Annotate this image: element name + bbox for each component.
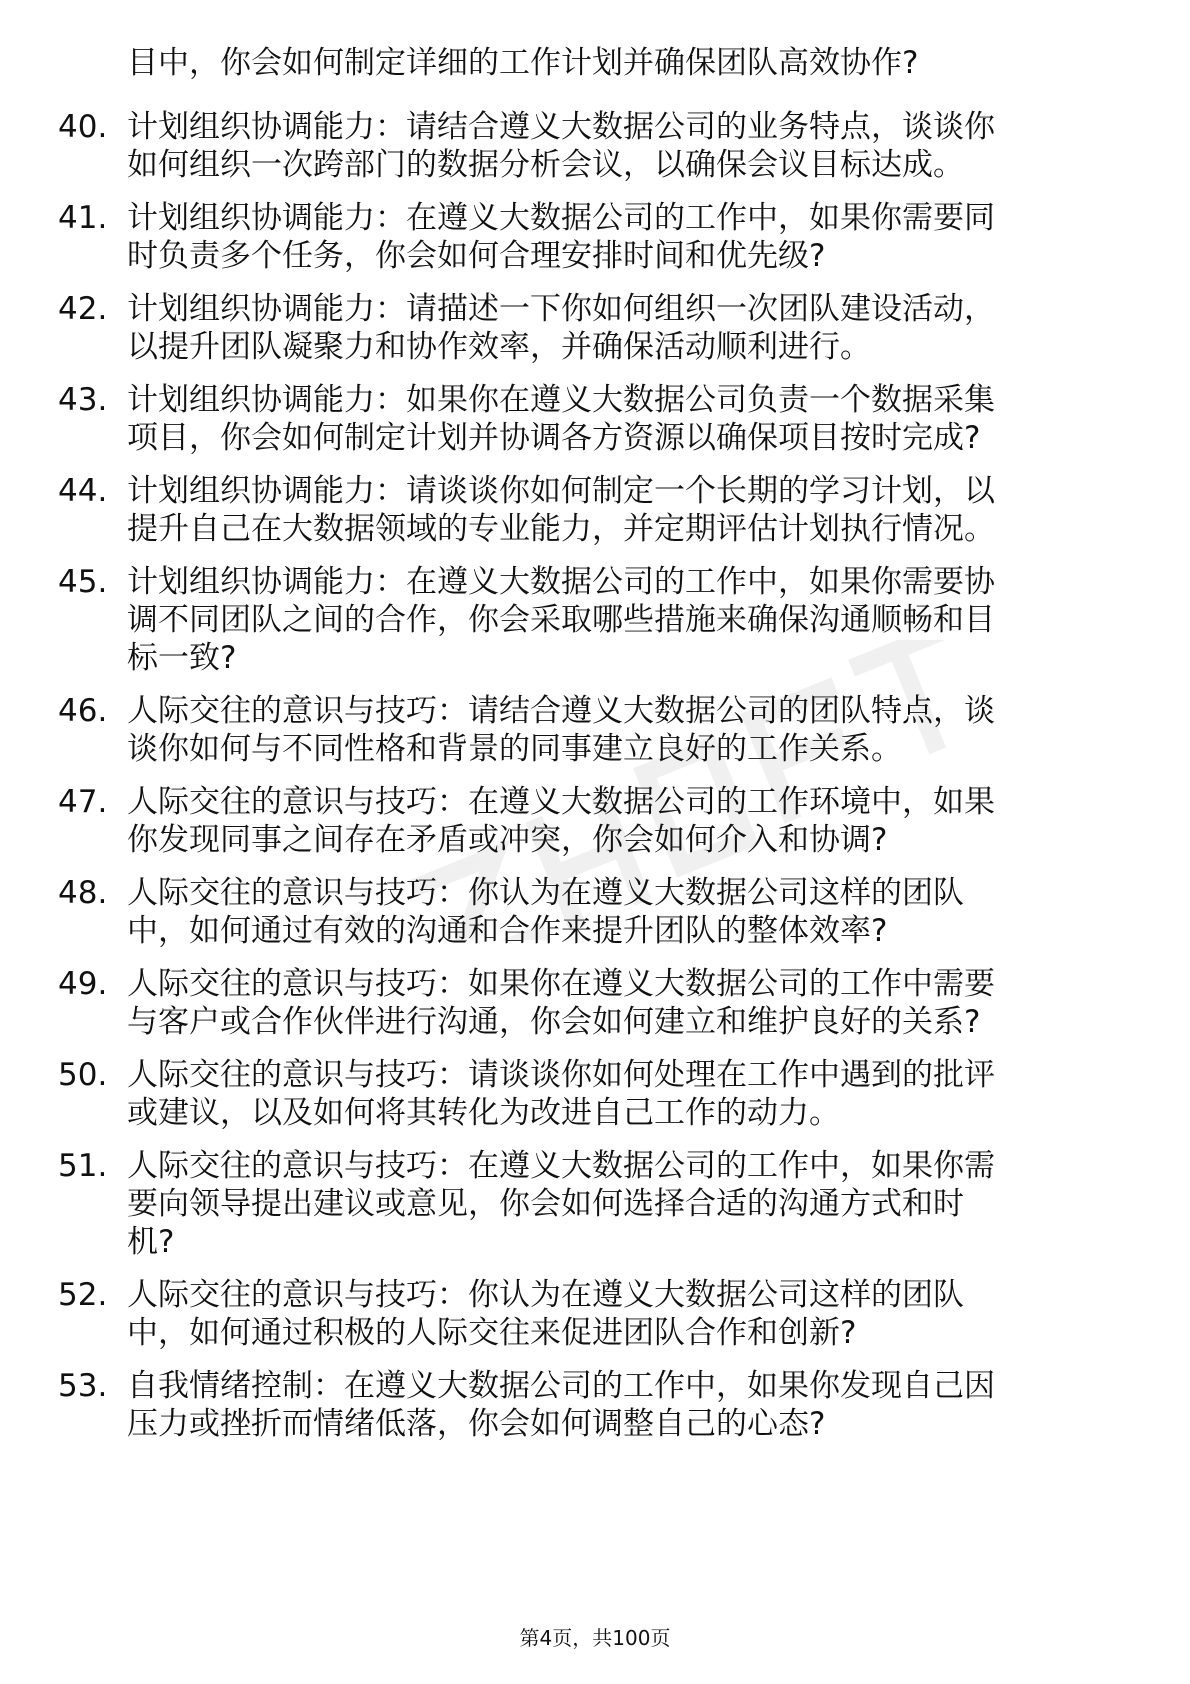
question-line: 人际交往的意识与技巧：你认为在遵义大数据公司这样的团队 (127, 1277, 964, 1313)
question-item (0, 381, 1190, 457)
question-item (0, 965, 1190, 1041)
question-item (0, 108, 1190, 184)
continued-question-text: 目中，你会如何制定详细的工作计划并确保团队高效协作? (127, 45, 919, 81)
question-number: 48. (58, 875, 108, 911)
question-line: 中，如何通过有效的沟通和合作来提升团队的整体效率? (127, 913, 888, 949)
question-line: 提升自己在大数据领域的专业能力，并定期评估计划执行情况。 (127, 511, 995, 547)
question-item (0, 692, 1190, 768)
question-number: 40. (58, 109, 108, 145)
question-line: 计划组织协调能力：如果你在遵义大数据公司负责一个数据采集 (127, 382, 995, 418)
question-line: 要向领导提出建议或意见，你会如何选择合适的沟通方式和时 (127, 1186, 964, 1222)
question-number: 53. (58, 1368, 108, 1404)
question-line: 人际交往的意识与技巧：在遵义大数据公司的工作环境中，如果 (127, 784, 995, 820)
question-text (127, 1147, 1117, 1261)
question-line: 时负责多个任务，你会如何合理安排时间和优先级? (127, 238, 826, 274)
question-line: 项目，你会如何制定计划并协调各方资源以确保项目按时完成? (127, 420, 981, 456)
question-number: 43. (58, 382, 108, 418)
question-item (0, 874, 1190, 950)
question-number: 49. (58, 966, 108, 1002)
question-line: 人际交往的意识与技巧：请谈谈你如何处理在工作中遇到的批评 (127, 1057, 995, 1093)
question-text (127, 1276, 1117, 1352)
question-line: 谈你如何与不同性格和背景的同事建立良好的工作关系。 (127, 731, 902, 767)
question-item (0, 1147, 1190, 1261)
question-line: 你发现同事之间存在矛盾或冲突，你会如何介入和协调? (127, 822, 888, 858)
question-text (127, 1367, 1117, 1443)
question-line: 人际交往的意识与技巧：你认为在遵义大数据公司这样的团队 (127, 875, 964, 911)
question-line: 或建议，以及如何将其转化为改进自己工作的动力。 (127, 1095, 840, 1131)
question-line: 计划组织协调能力：在遵义大数据公司的工作中，如果你需要协 (127, 564, 995, 600)
question-line: 调不同团队之间的合作，你会采取哪些措施来确保沟通顺畅和目 (127, 602, 995, 638)
question-number: 51. (58, 1148, 108, 1184)
question-text (127, 563, 1117, 677)
question-text (127, 692, 1117, 768)
question-line: 以提升团队凝聚力和协作效率，并确保活动顺利进行。 (127, 329, 871, 365)
question-line: 机? (127, 1224, 175, 1260)
question-number: 47. (58, 784, 108, 820)
question-line: 如何组织一次跨部门的数据分析会议，以确保会议目标达成。 (127, 147, 964, 183)
question-text (127, 108, 1117, 184)
question-text (127, 199, 1117, 275)
question-text (127, 381, 1117, 457)
page-footer: 第4页，共100页 (519, 1626, 671, 1650)
question-line: 人际交往的意识与技巧：在遵义大数据公司的工作中，如果你需 (127, 1148, 995, 1184)
question-item (0, 563, 1190, 677)
question-line: 计划组织协调能力：在遵义大数据公司的工作中，如果你需要同 (127, 200, 995, 236)
question-item (0, 1367, 1190, 1443)
question-item (0, 783, 1190, 859)
question-line: 与客户或合作伙伴进行沟通，你会如何建立和维护良好的关系? (127, 1004, 981, 1040)
question-list (0, 108, 1190, 1458)
question-item (0, 1276, 1190, 1352)
question-number: 45. (58, 564, 108, 600)
question-text (127, 965, 1117, 1041)
question-text (127, 472, 1117, 548)
question-line: 标一致? (127, 640, 237, 676)
question-line: 中，如何通过积极的人际交往来促进团队合作和创新? (127, 1315, 857, 1351)
question-line: 计划组织协调能力：请结合遵义大数据公司的业务特点，谈谈你 (127, 109, 995, 145)
question-line: 计划组织协调能力：请谈谈你如何制定一个长期的学习计划，以 (127, 473, 995, 509)
question-number: 46. (58, 693, 108, 729)
question-text (127, 783, 1117, 859)
question-number: 44. (58, 473, 108, 509)
question-line: 人际交往的意识与技巧：请结合遵义大数据公司的团队特点，谈 (127, 693, 995, 729)
question-number: 42. (58, 291, 108, 327)
question-item (0, 472, 1190, 548)
question-number: 52. (58, 1277, 108, 1313)
question-text (127, 1056, 1117, 1132)
question-line: 自我情绪控制：在遵义大数据公司的工作中，如果你发现自己因 (127, 1368, 995, 1404)
question-line: 计划组织协调能力：请描述一下你如何组织一次团队建设活动， (127, 291, 995, 327)
question-number: 50. (58, 1057, 108, 1093)
question-item (0, 290, 1190, 366)
question-line: 人际交往的意识与技巧：如果你在遵义大数据公司的工作中需要 (127, 966, 995, 1002)
question-item (0, 1056, 1190, 1132)
question-text (127, 874, 1117, 950)
question-line: 压力或挫折而情绪低落，你会如何调整自己的心态? (127, 1406, 826, 1442)
question-number: 41. (58, 200, 108, 236)
question-item (0, 199, 1190, 275)
question-text (127, 290, 1117, 366)
